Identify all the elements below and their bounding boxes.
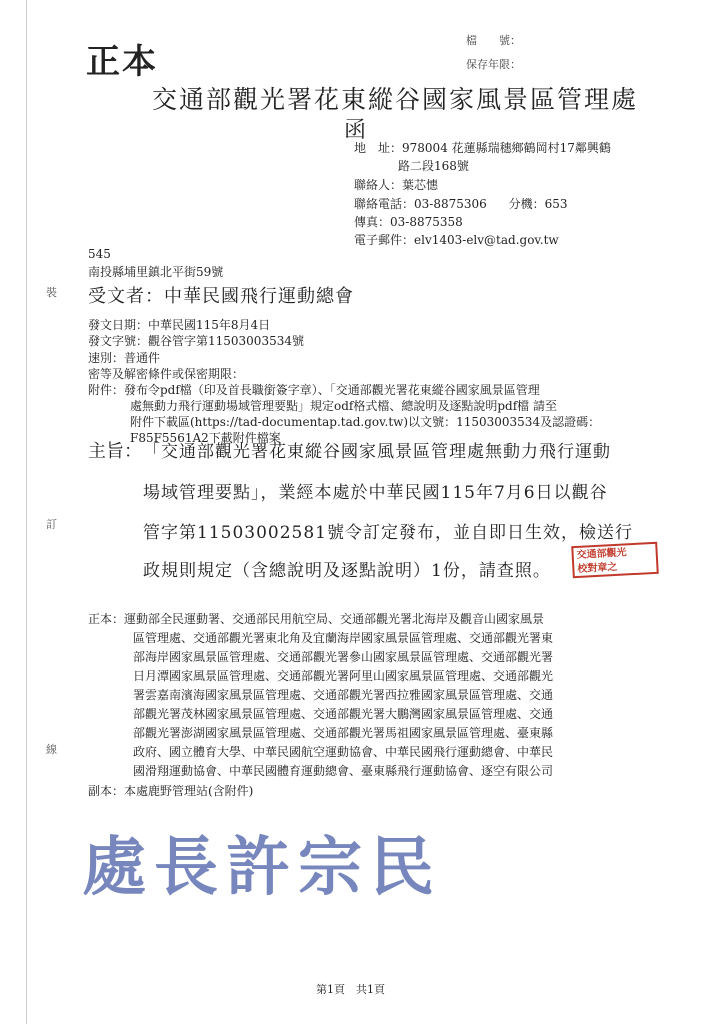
delivery-speed: 速別：普通件 bbox=[88, 351, 161, 365]
attachment-line-3: 附件下載區(https://tad-documentap.tad.gov.tw)以文號：11503003534及認證碼： bbox=[130, 415, 601, 429]
issue-date: 發文日期：中華民國115年8月4日 bbox=[88, 318, 271, 332]
distribution-original-2: 區管理處、交通部觀光署東北角及宜蘭海岸國家風景區管理處、交通部觀光署東 bbox=[133, 631, 554, 645]
seal-line-1: 交通部觀光 bbox=[576, 547, 627, 561]
contact-person-value: 葉芯憓 bbox=[402, 178, 439, 192]
contact-person bbox=[354, 176, 438, 193]
recipient-address: 南投縣埔里鎮北平街59號 bbox=[88, 265, 224, 279]
file-number-label: 檔 號： bbox=[466, 34, 521, 47]
extension-label: 分機： bbox=[508, 197, 545, 211]
address-label: 地 址： bbox=[354, 141, 403, 155]
recipient-postal-code: 545 bbox=[88, 247, 111, 261]
recipient bbox=[88, 282, 354, 308]
attachment-line-2: 處無動力飛行運動場域管理要點」規定odf格式檔、總說明及逐點說明pdf檔 請至 bbox=[130, 399, 557, 413]
address-value: 978004 花蓮縣瑞穗鄉鶴岡村17鄰興鶴 bbox=[402, 141, 611, 155]
subject-label: 主旨： bbox=[88, 441, 142, 462]
distribution-original-1: 正本：運動部全民運動署、交通部民用航空局、交通部觀光署北海岸及觀音山國家風景 bbox=[88, 612, 545, 626]
distribution-original-7: 部觀光署澎湖國家風景區管理處、交通部觀光署馬祖國家風景區管理處、臺東縣 bbox=[133, 726, 554, 740]
seal-line-2: 校對章之 bbox=[577, 561, 618, 575]
recipient-name: 中華民國飛行運動總會 bbox=[164, 286, 354, 307]
distribution-original-9: 國滑翔運動協會、中華民國體育運動總會、臺東縣飛行運動協會、逐空有限公司 bbox=[133, 764, 554, 778]
margin-mark-line: 線 bbox=[46, 743, 57, 756]
distribution-original-5: 署雲嘉南濱海國家風景區管理處、交通部觀光署西拉雅國家風景區管理處、交通 bbox=[133, 688, 554, 702]
attachment-line-4: F85F5561A2下載附件檔案 bbox=[130, 431, 281, 445]
distribution-copy: 副本：本處鹿野管理站(含附件) bbox=[88, 784, 254, 798]
fax-label: 傳真： bbox=[354, 215, 391, 229]
subject-line-4: 政規則規定（含總說明及逐點說明）1份，請查照。 bbox=[143, 561, 551, 581]
recipient-label: 受文者： bbox=[88, 286, 164, 307]
page-number: 第1頁 共1頁 bbox=[316, 983, 385, 996]
extension-value: 653 bbox=[544, 197, 568, 211]
original-copy-stamp: 正本 bbox=[86, 42, 158, 82]
contact-person-label: 聯絡人： bbox=[354, 178, 403, 192]
document-number: 發文字號：觀谷管字第11503003534號 bbox=[88, 334, 304, 348]
email-value: elv1403-elv@tad.gov.tw bbox=[414, 233, 559, 247]
distribution-original-8: 政府、國立體育大學、中華民國航空運動協會、中華民國飛行運動總會、中華民 bbox=[133, 745, 554, 759]
address-line bbox=[354, 139, 611, 156]
director-signature-stamp: 處長許宗民 bbox=[82, 830, 442, 905]
margin-mark-binding: 裝 bbox=[46, 286, 57, 299]
distribution-original-6: 部觀光署茂林國家風景區管理處、交通部觀光署大鵬灣國家風景區管理處、交通 bbox=[133, 707, 554, 721]
subject-line-3: 管字第11503002581號令訂定發布，並自即日生效，檢送行 bbox=[143, 523, 633, 543]
fax-value: 03-8875358 bbox=[390, 215, 463, 229]
phone-value: 03-8875306 bbox=[414, 197, 487, 211]
distribution-original-4: 日月潭國家風景區管理處、交通部觀光署阿里山國家風景區管理處、交通部觀光 bbox=[133, 669, 554, 683]
binding-line bbox=[26, 0, 27, 1024]
contact-fax bbox=[354, 213, 463, 230]
margin-mark-staple: 訂 bbox=[46, 518, 57, 531]
subject-line-2: 場域管理要點」，業經本處於中華民國115年7月6日以觀谷 bbox=[143, 483, 608, 503]
address-line-2: 路二段168號 bbox=[398, 159, 469, 173]
proofreading-seal bbox=[571, 542, 659, 578]
document-type: 函 bbox=[344, 118, 367, 143]
distribution-original-3: 部海岸國家風景區管理處、交通部觀光署參山國家風景區管理處、交通部觀光署 bbox=[133, 650, 554, 664]
contact-email bbox=[354, 231, 559, 248]
retention-period-label: 保存年限： bbox=[466, 58, 521, 71]
contact-phone bbox=[354, 195, 568, 212]
subject-line-1: 「交通部觀光署花東縱谷國家風景區管理處無動力飛行運動 bbox=[143, 442, 611, 462]
email-label: 電子郵件： bbox=[354, 233, 415, 247]
attachment-line-1: 附件：發布令pdf檔（印及首長職銜簽字章）、「交通部觀光署花東縱谷國家風景區管理 bbox=[88, 383, 540, 397]
issuing-organization: 交通部觀光署花東縱谷國家風景區管理處 bbox=[152, 85, 639, 114]
security-level: 密等及解密條件或保密期限： bbox=[88, 367, 245, 381]
phone-label: 聯絡電話： bbox=[354, 197, 415, 211]
